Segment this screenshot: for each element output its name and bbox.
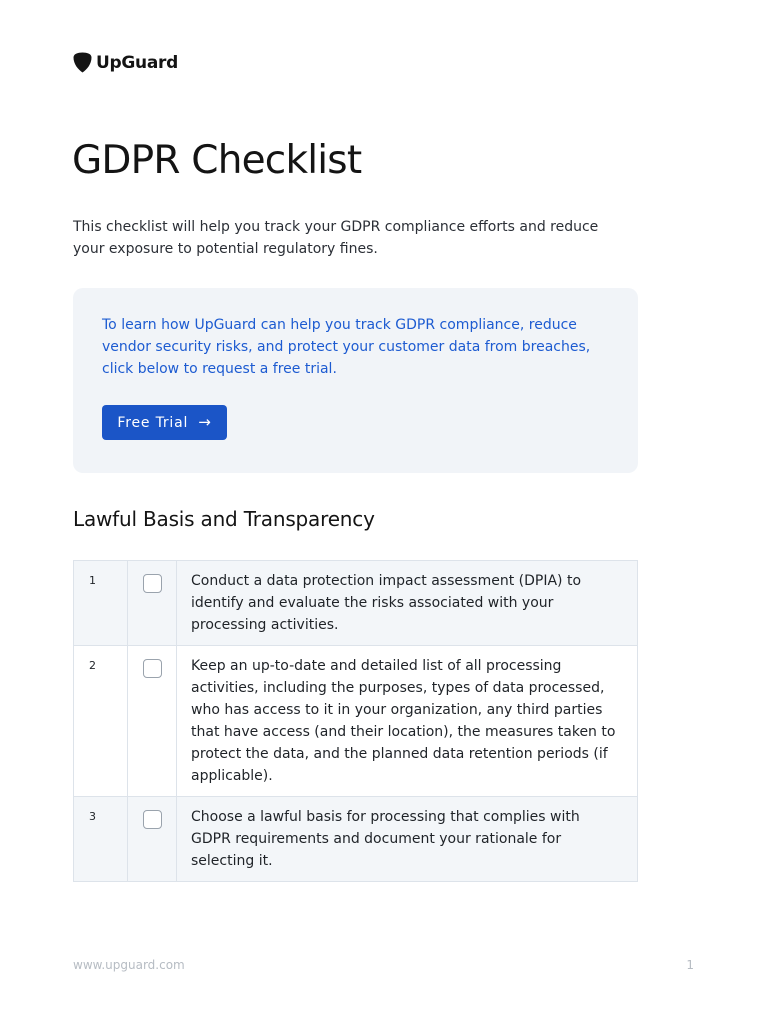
checklist-row: [74, 797, 637, 881]
checklist-row: [74, 561, 637, 646]
checklist-row: [74, 646, 637, 797]
free-trial-label: Free Trial: [117, 414, 189, 431]
checklist-table: [73, 560, 638, 882]
footer-url[interactable]: www.upguard.com: [73, 958, 185, 972]
section-title: Lawful Basis and Transparency: [73, 507, 375, 531]
checkbox-cell: [128, 646, 177, 796]
item-number: 2: [74, 646, 128, 796]
cta-text: To learn how UpGuard can help you track GDPR compliance, reduce vendor security risks, and protect your customer data from breaches, click below to request a free trial.: [102, 317, 591, 377]
item-text: Keep an up-to-date and detailed list of all processing activities, including the purposes, types of data processed, who has access to it in your organization, any third parties that have access (and their location), the measures taken to protect the data, and the planned data retention periods (if applicable).: [191, 658, 616, 784]
item-number: 3: [74, 797, 128, 881]
cta-panel: [73, 288, 638, 473]
arrow-right-icon: →: [198, 413, 212, 431]
page-number: 1: [686, 958, 694, 972]
intro-paragraph: This checklist will help you track your GDPR compliance efforts and reduce your exposure to potential regulatory fines.: [73, 219, 599, 257]
checkbox[interactable]: [143, 810, 162, 829]
item-text: Choose a lawful basis for processing that complies with GDPR requirements and document your rationale for selecting it.: [191, 809, 580, 869]
item-number: 1: [74, 561, 128, 645]
shield-icon: [73, 52, 92, 73]
brand-logo: [73, 52, 178, 73]
checkbox[interactable]: [143, 659, 162, 678]
brand-name: UpGuard: [96, 52, 178, 73]
checkbox-cell: [128, 561, 177, 645]
free-trial-button[interactable]: [102, 405, 227, 440]
page-title: GDPR Checklist: [72, 138, 362, 183]
checkbox-cell: [128, 797, 177, 881]
item-text: Conduct a data protection impact assessment (DPIA) to identify and evaluate the risks associated with your processing activities.: [191, 573, 582, 633]
checkbox[interactable]: [143, 574, 162, 593]
